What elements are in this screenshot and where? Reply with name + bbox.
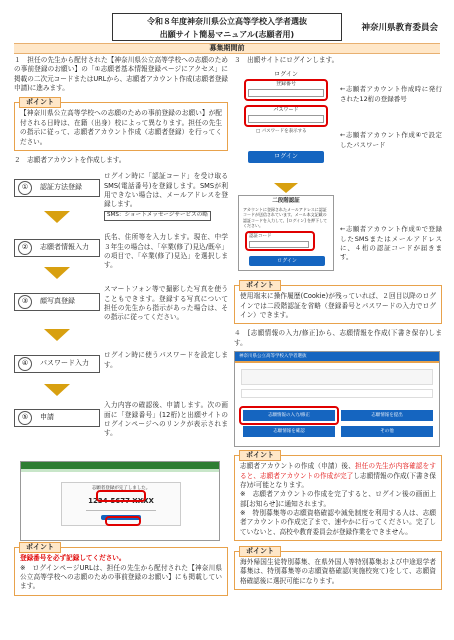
section-3-heading: ３ 出願サイトにログインします。: [234, 56, 339, 64]
record-warning: 登録番号を必ず記録してください。: [20, 554, 126, 563]
auth-code-highlight: [245, 231, 315, 251]
registration-number: 1234-5677-XXXX: [88, 496, 154, 505]
login-title: ログイン: [274, 71, 298, 79]
menu-item-confirm[interactable]: 志願情報を確認: [243, 426, 335, 437]
menu-screenshot-area: [234, 351, 442, 449]
period-bar: 募集期間前: [14, 43, 440, 54]
two-factor-caption: ←志願者アカウント作成①で登録したSMSまたはメールアドレスに、４桁の認証コードが届きます。: [340, 225, 442, 262]
step-number: ④: [18, 357, 32, 371]
down-arrow-icon: [44, 384, 70, 396]
link-highlight: [105, 516, 141, 526]
point-box-2: [14, 543, 228, 595]
point-label: ポイント: [239, 450, 281, 461]
show-password-checkbox[interactable]: □ パスワードを表示する: [256, 129, 307, 135]
login-button[interactable]: ログイン: [248, 151, 324, 163]
step-5-description: 入力内容の確認後、申請します。次の画面に「登録番号」(12桁)と出願サイトのログインページへのリンクが表示されます。: [104, 401, 228, 438]
step-4-box: [14, 355, 100, 373]
point-label: ポイント: [19, 542, 61, 553]
step-flow: [14, 169, 228, 461]
step-2-description: 氏名、住所等を入力します。現在、中学３年生の場合は、「卒業(修了)見込/既卒」の項目で、「卒業(修了)見込」を選択します。: [104, 233, 228, 270]
menu-item-submit[interactable]: 志願情報を提出: [341, 410, 433, 421]
step-number: ③: [18, 295, 32, 309]
note-red: 担任の先生が内容確認をすると、志願者アカウントの作成が完了: [240, 462, 436, 480]
reg-number-highlight: [244, 79, 328, 101]
note-intro: 志願者アカウントの作成（申請）後、: [240, 462, 355, 471]
step-2-box: [14, 239, 100, 257]
input-edit-highlight: [239, 406, 339, 425]
point-label: ポイント: [19, 97, 61, 108]
document-title: [112, 13, 342, 41]
down-arrow-icon: [274, 183, 298, 193]
down-arrow-icon: [44, 329, 70, 341]
login-caption-1: ←志願者アカウント作成時に発行された12桁の登録番号: [340, 85, 442, 103]
step-label: 申請: [40, 413, 54, 422]
step-description-text: ログイン時に「認証コード」を受け取る SMS(電話番号)を登録します。SMSが利用できない場合は、メールアドレスを登録します。: [104, 172, 228, 209]
point-box-3: [234, 281, 442, 324]
notification-note: ※ 志願者アカウントの作成を完了すると、ログイン後の画面上部[お知らせ]に通知されます。: [240, 490, 436, 508]
screenshot-header-bar: [21, 462, 219, 469]
registration-number-label: 登録番号: [275, 81, 296, 88]
step-label: 志願者情報入力: [40, 243, 89, 252]
step-label: 顔写真登録: [40, 297, 75, 306]
password-label: パスワード: [273, 107, 299, 114]
login-section: [234, 65, 442, 271]
menu-item-input-edit[interactable]: 志願情報の入力/修正: [243, 410, 335, 421]
step-1-description: [104, 172, 228, 220]
title-line-1: 令和８年度神奈川県公立高等学校入学者選抜: [147, 17, 307, 26]
step-5-box: [14, 409, 100, 427]
section-2-heading: ２ 志願者アカウントを作成します。: [14, 155, 126, 164]
two-factor-title: 二段階認証: [272, 198, 300, 205]
password-highlight: [244, 105, 328, 127]
login-screenshot: [238, 69, 334, 179]
note-after: し志願情報の作成(下書き保存)が可能となります。: [240, 471, 436, 489]
step-3-box: [14, 293, 100, 311]
step-number: ⑤: [18, 411, 32, 425]
point-text: 【神奈川県公立高等学校への志願のための事前登録のお願い】が配付される日時は、在籍（出身）校によって異なります。担任の先生の指示に従って、志願者アカウント作成（志願者登録）を行ってください。: [20, 109, 222, 146]
point-label: ポイント: [239, 546, 281, 557]
point-box-4: [234, 451, 442, 541]
step-4-description: ログイン時に使うパスワードを設定します。: [104, 351, 228, 369]
menu-header-bar: 神奈川県公立高等学校入学者選抜: [235, 352, 439, 361]
completion-message: 志願者登録が完了しました。: [91, 486, 151, 492]
number-highlight: [96, 490, 146, 502]
sms-note: SMS：ショートメッセージサービスの略: [104, 211, 211, 221]
two-factor-body: アカウントに登録されたメールアドレスに認証コードが送信されています。メール本文記載の認証コードを入力して、[ログイン] を押下してください。: [243, 207, 328, 228]
menu-item-other[interactable]: その他: [341, 426, 433, 437]
section-4-heading: ４ [志願情報の入力/修正]から、志願情報を作成(下書き保存)します。: [234, 329, 442, 347]
step-label: パスワード入力: [40, 359, 89, 368]
down-arrow-icon: [44, 267, 70, 279]
organization-name: 神奈川県教育委員会: [361, 23, 438, 33]
point-box-5: [234, 547, 442, 590]
step-number: ①: [18, 181, 32, 195]
point-label: ポイント: [239, 280, 281, 291]
point-box-1: [14, 98, 228, 150]
down-arrow-icon: [44, 211, 70, 223]
returnee-note: 海外帰国生徒特別募集、在県外国人等特別募集および中途退学者募集は、特別募集等の志願資格確認(実施校宛て)をして、志願資格確認後に選択可能になります。: [240, 558, 436, 585]
special-recruitment-note: ※ 特別募集等の志願資格確認や減免制度を利用する人は、志願者アカウントの作成完了まで、速やかに行ってください。完了していないと、高校や教育委員会が登録作業をできません。: [240, 508, 436, 536]
right-column: [234, 56, 442, 590]
intro-paragraph: １ 担任の先生から配付された【神奈川県公立高等学校への志願のための事前登録のお願い】の「①志願者基本情報登録ページにアクセス」に掲載の二次元コードまたはURLから、志願者アカウント作成(志願者登録申請)に進みます。: [14, 56, 228, 93]
login-url-note: ※ ログインページURLは、担任の先生から配付された【神奈川県公立高等学校への志願のための事前登録のお願い】にも掲載しています。: [20, 563, 222, 591]
step-3-description: スマートフォン等で撮影した写真を使うこともできます。登録する写真について担任の先生から指示があった場合は、その指示に従ってください。: [104, 285, 228, 322]
completion-screenshot-area: [14, 461, 228, 543]
step-1-box: [14, 179, 100, 197]
completion-screenshot: [20, 461, 220, 541]
auth-code-label: 認証コード: [249, 234, 272, 240]
step-label: 認証方法登録: [40, 183, 82, 192]
left-column: [14, 56, 228, 596]
title-line-2: 出願サイト簡易マニュアル(志願者用): [159, 30, 295, 39]
two-factor-login-button[interactable]: ログイン: [249, 256, 325, 266]
two-factor-screenshot: [238, 195, 334, 271]
cookie-note: 使用端末に操作履歴(Cookie)が残っていれば、２回目以降のログインでは二段階認証を省略（登録番号とパスワードの入力でログイン）できます。: [240, 292, 436, 320]
step-number: ②: [18, 241, 32, 255]
login-caption-2: ←志願者アカウント作成④で設定したパスワード: [340, 131, 442, 149]
menu-screenshot: [234, 351, 440, 447]
account-completion-note: [240, 462, 436, 490]
